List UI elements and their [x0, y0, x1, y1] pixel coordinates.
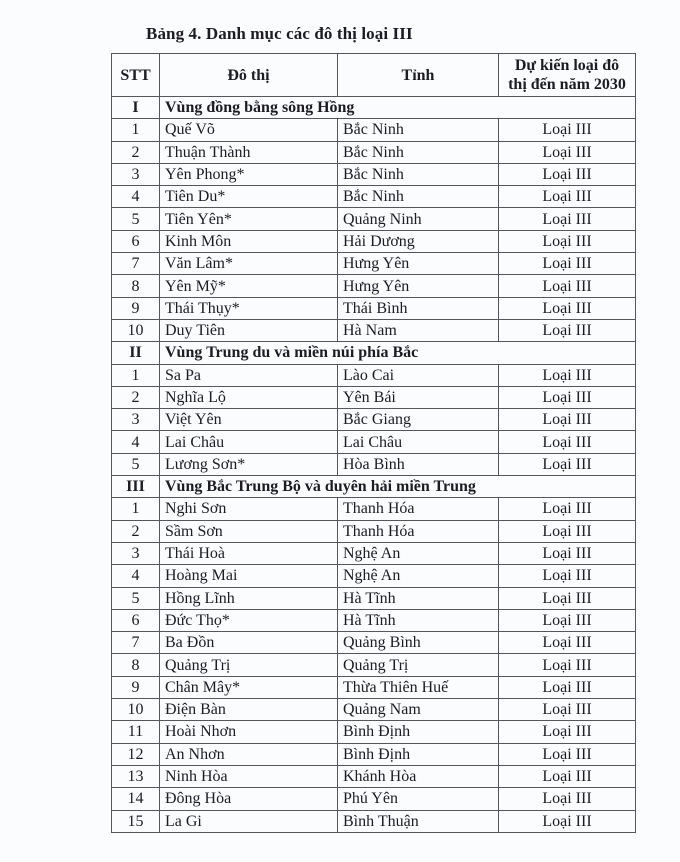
cell-city: Quảng Trị — [160, 654, 338, 676]
table-row — [112, 163, 636, 185]
cell-province: Thừa Thiên Huế — [338, 676, 499, 698]
cell-province: Hưng Yên — [338, 253, 499, 275]
cell-province: Bắc Giang — [338, 409, 499, 431]
cell-province: Bắc Ninh — [338, 186, 499, 208]
cell-type: Loại III — [499, 319, 636, 341]
cell-type: Loại III — [499, 230, 636, 252]
section-title: Vùng Trung du và miền núi phía Bắc — [160, 342, 636, 364]
cell-type: Loại III — [499, 654, 636, 676]
cell-province: Hà Tĩnh — [338, 609, 499, 631]
cell-city: Hoài Nhơn — [160, 721, 338, 743]
section-row — [112, 342, 636, 364]
cell-type: Loại III — [499, 431, 636, 453]
table-body — [112, 97, 636, 833]
cell-city: Lương Sơn* — [160, 453, 338, 475]
cell-province: Hưng Yên — [338, 275, 499, 297]
table-row — [112, 520, 636, 542]
table-row — [112, 765, 636, 787]
cell-stt: 15 — [112, 810, 160, 832]
cell-city: Ba Đồn — [160, 632, 338, 654]
table-row — [112, 275, 636, 297]
section-numeral: I — [112, 97, 160, 119]
cell-stt: 5 — [112, 587, 160, 609]
cell-city: Việt Yên — [160, 409, 338, 431]
table-row — [112, 297, 636, 319]
urban-areas-table — [111, 53, 636, 833]
cell-stt: 9 — [112, 676, 160, 698]
section-row — [112, 476, 636, 498]
cell-stt: 2 — [112, 141, 160, 163]
cell-stt: 11 — [112, 721, 160, 743]
cell-province: Hải Dương — [338, 230, 499, 252]
table-row — [112, 141, 636, 163]
cell-stt: 5 — [112, 453, 160, 475]
cell-city: Đức Thọ* — [160, 609, 338, 631]
table-row — [112, 498, 636, 520]
cell-province: Nghệ An — [338, 565, 499, 587]
cell-city: Kinh Môn — [160, 230, 338, 252]
cell-type: Loại III — [499, 810, 636, 832]
section-title: Vùng đồng bằng sông Hồng — [160, 97, 636, 119]
cell-city: La Gi — [160, 810, 338, 832]
cell-province: Hòa Bình — [338, 453, 499, 475]
table-row — [112, 186, 636, 208]
cell-type: Loại III — [499, 453, 636, 475]
cell-type: Loại III — [499, 119, 636, 141]
cell-city: Sầm Sơn — [160, 520, 338, 542]
cell-province: Lào Cai — [338, 364, 499, 386]
header-city: Đô thị — [160, 54, 338, 97]
table-row — [112, 431, 636, 453]
cell-stt: 13 — [112, 765, 160, 787]
header-province: Tỉnh — [338, 54, 499, 97]
cell-province: Bình Thuận — [338, 810, 499, 832]
cell-province: Thái Bình — [338, 297, 499, 319]
table-row — [112, 453, 636, 475]
table-row — [112, 208, 636, 230]
cell-city: Văn Lâm* — [160, 253, 338, 275]
cell-province: Quảng Bình — [338, 632, 499, 654]
cell-city: Duy Tiên — [160, 319, 338, 341]
cell-stt: 6 — [112, 609, 160, 631]
table-row — [112, 230, 636, 252]
cell-stt: 3 — [112, 163, 160, 185]
cell-city: Hoàng Mai — [160, 565, 338, 587]
header-stt: STT — [112, 54, 160, 97]
cell-stt: 4 — [112, 431, 160, 453]
cell-stt: 12 — [112, 743, 160, 765]
cell-type: Loại III — [499, 498, 636, 520]
table-row — [112, 587, 636, 609]
cell-type: Loại III — [499, 743, 636, 765]
table-row — [112, 364, 636, 386]
cell-city: Thái Hoà — [160, 542, 338, 564]
cell-stt: 9 — [112, 297, 160, 319]
cell-type: Loại III — [499, 721, 636, 743]
cell-city: Thuận Thành — [160, 141, 338, 163]
table-row — [112, 699, 636, 721]
cell-type: Loại III — [499, 587, 636, 609]
cell-stt: 2 — [112, 386, 160, 408]
cell-type: Loại III — [499, 676, 636, 698]
cell-type: Loại III — [499, 186, 636, 208]
cell-stt: 4 — [112, 565, 160, 587]
cell-stt: 10 — [112, 319, 160, 341]
table-row — [112, 609, 636, 631]
section-numeral: III — [112, 476, 160, 498]
cell-city: Đông Hòa — [160, 788, 338, 810]
header-row — [112, 54, 636, 97]
cell-city: Yên Phong* — [160, 163, 338, 185]
cell-province: Thanh Hóa — [338, 520, 499, 542]
cell-province: Bình Định — [338, 721, 499, 743]
section-numeral: II — [112, 342, 160, 364]
cell-type: Loại III — [499, 788, 636, 810]
section-title: Vùng Bắc Trung Bộ và duyên hải miền Trung — [160, 476, 636, 498]
cell-type: Loại III — [499, 520, 636, 542]
table-row — [112, 542, 636, 564]
cell-type: Loại III — [499, 141, 636, 163]
cell-type: Loại III — [499, 542, 636, 564]
cell-city: Tiên Yên* — [160, 208, 338, 230]
cell-stt: 3 — [112, 409, 160, 431]
cell-city: Thái Thụy* — [160, 297, 338, 319]
cell-province: Bắc Ninh — [338, 141, 499, 163]
cell-stt: 7 — [112, 253, 160, 275]
cell-province: Quảng Ninh — [338, 208, 499, 230]
cell-province: Lai Châu — [338, 431, 499, 453]
cell-city: Chân Mây* — [160, 676, 338, 698]
cell-stt: 2 — [112, 520, 160, 542]
cell-city: Quế Võ — [160, 119, 338, 141]
cell-city: Hồng Lĩnh — [160, 587, 338, 609]
table-row — [112, 409, 636, 431]
table-row — [112, 253, 636, 275]
cell-stt: 1 — [112, 498, 160, 520]
table-row — [112, 654, 636, 676]
table-row — [112, 119, 636, 141]
table-row — [112, 721, 636, 743]
cell-province: Bắc Ninh — [338, 163, 499, 185]
cell-city: An Nhơn — [160, 743, 338, 765]
cell-stt: 5 — [112, 208, 160, 230]
cell-type: Loại III — [499, 364, 636, 386]
cell-type: Loại III — [499, 765, 636, 787]
table-row — [112, 386, 636, 408]
cell-city: Yên Mỹ* — [160, 275, 338, 297]
cell-province: Quảng Trị — [338, 654, 499, 676]
cell-stt: 7 — [112, 632, 160, 654]
cell-type: Loại III — [499, 208, 636, 230]
cell-stt: 8 — [112, 275, 160, 297]
cell-province: Thanh Hóa — [338, 498, 499, 520]
cell-type: Loại III — [499, 253, 636, 275]
table-row — [112, 632, 636, 654]
cell-stt: 1 — [112, 364, 160, 386]
cell-stt: 1 — [112, 119, 160, 141]
cell-stt: 14 — [112, 788, 160, 810]
cell-province: Bình Định — [338, 743, 499, 765]
table-row — [112, 676, 636, 698]
cell-type: Loại III — [499, 386, 636, 408]
table-row — [112, 810, 636, 832]
cell-type: Loại III — [499, 409, 636, 431]
cell-stt: 4 — [112, 186, 160, 208]
cell-province: Quảng Nam — [338, 699, 499, 721]
cell-stt: 3 — [112, 542, 160, 564]
table-row — [112, 565, 636, 587]
section-row — [112, 97, 636, 119]
cell-city: Lai Châu — [160, 431, 338, 453]
table-row — [112, 319, 636, 341]
cell-type: Loại III — [499, 565, 636, 587]
cell-province: Hà Tĩnh — [338, 587, 499, 609]
cell-province: Nghệ An — [338, 542, 499, 564]
cell-province: Phú Yên — [338, 788, 499, 810]
cell-city: Ninh Hòa — [160, 765, 338, 787]
cell-city: Điện Bàn — [160, 699, 338, 721]
cell-stt: 8 — [112, 654, 160, 676]
cell-city: Nghĩa Lộ — [160, 386, 338, 408]
cell-province: Bắc Ninh — [338, 119, 499, 141]
header-type: Dự kiến loại đô thị đến năm 2030 — [499, 54, 636, 97]
table-caption: Bảng 4. Danh mục các đô thị loại III — [146, 24, 413, 43]
cell-city: Sa Pa — [160, 364, 338, 386]
cell-type: Loại III — [499, 297, 636, 319]
cell-city: Tiên Du* — [160, 186, 338, 208]
cell-city: Nghi Sơn — [160, 498, 338, 520]
cell-province: Khánh Hòa — [338, 765, 499, 787]
cell-type: Loại III — [499, 609, 636, 631]
cell-type: Loại III — [499, 163, 636, 185]
table-row — [112, 788, 636, 810]
cell-stt: 10 — [112, 699, 160, 721]
cell-type: Loại III — [499, 699, 636, 721]
table-row — [112, 743, 636, 765]
cell-province: Yên Bái — [338, 386, 499, 408]
cell-type: Loại III — [499, 632, 636, 654]
cell-type: Loại III — [499, 275, 636, 297]
cell-stt: 6 — [112, 230, 160, 252]
cell-province: Hà Nam — [338, 319, 499, 341]
